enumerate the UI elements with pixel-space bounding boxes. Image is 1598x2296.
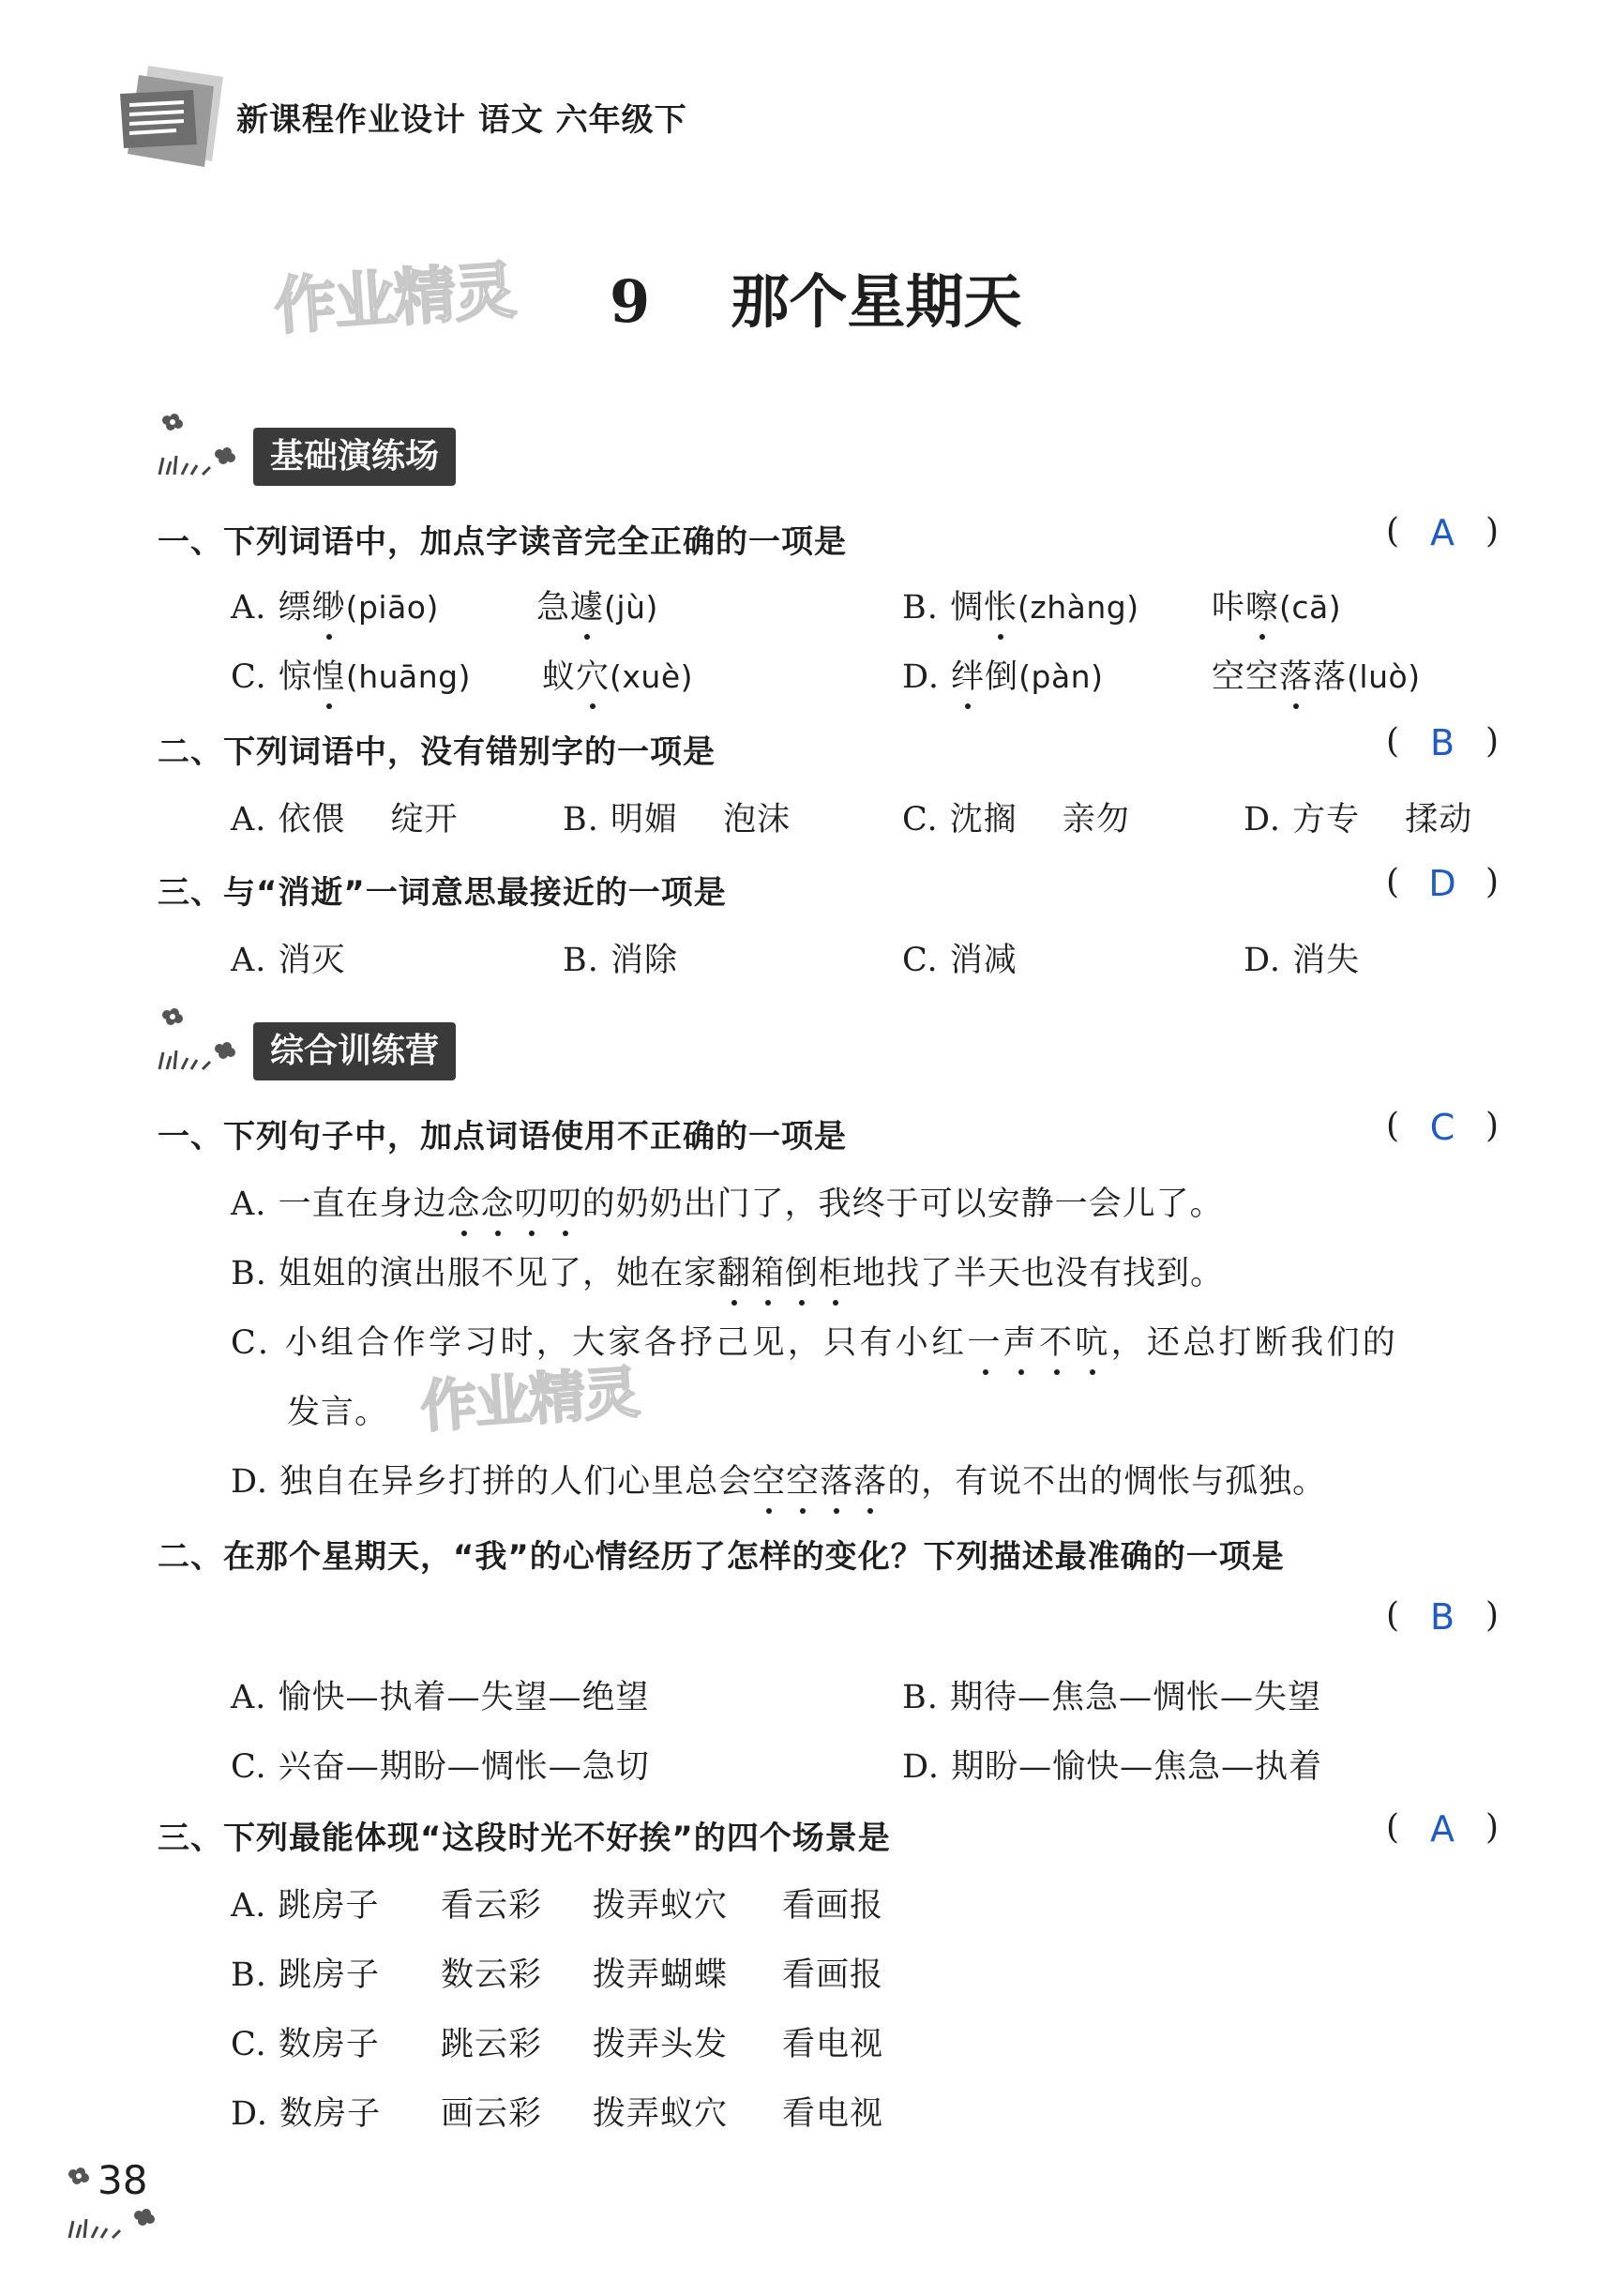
watermark: 作业精灵 [418, 1359, 641, 1441]
option: B. 跳房子 [231, 1956, 380, 1994]
option-sentence: A. 一直在身边念念叨叨的奶奶出门了，我终于可以安静一会儿了。 [231, 1178, 1224, 1225]
answer-letter: A [1430, 512, 1455, 553]
option-sentence: C. 小组合作学习时，大家各抒己见，只有小红一声不吭，还总打断我们的 [231, 1317, 1398, 1364]
question-text: 三、下列最能体现“这段时光不好挨”的四个场景是 [158, 1820, 891, 1857]
option: D. 期盼—愉快—焦急—执着 [902, 1748, 1323, 1786]
option: 空空落落(luò) [1212, 651, 1421, 698]
option-sentence: B. 姐姐的演出服不见了，她在家翻箱倒柜地找了半天也没有找到。 [231, 1247, 1224, 1294]
option: 拨弄蚁穴 [593, 1887, 729, 1925]
option: 拨弄蝴蝶 [593, 1956, 729, 1994]
option: 看云彩 [441, 1887, 543, 1925]
option: 拨弄头发 [593, 2026, 729, 2063]
answer-box: ( A ) [1386, 1808, 1499, 1850]
option: C. 消减 [902, 942, 1018, 979]
section-label-basic: 基础演练场 [253, 428, 456, 486]
page-number: 38 [98, 2157, 148, 2203]
option: A. 缥缈(piāo) [231, 582, 439, 628]
question-text: 一、下列词语中，加点字读音完全正确的一项是 [158, 523, 847, 561]
header-title: 新课程作业设计 语文 六年级下 [236, 101, 687, 139]
option: D. 消失 [1244, 942, 1361, 979]
option: 蚁穴(xuè) [542, 651, 693, 698]
lesson-title: 9 那个星期天 [610, 267, 1022, 336]
option: D. 数房子 [231, 2095, 382, 2133]
option: A. 愉快—执着—失望—绝望 [231, 1679, 650, 1716]
option: 跳云彩 [441, 2026, 543, 2063]
question-text: 二、下列词语中，没有错别字的一项是 [158, 733, 716, 771]
answer-box: ( B ) [1386, 1596, 1499, 1638]
answer-box: ( B ) [1386, 722, 1499, 763]
option: 看电视 [782, 2095, 884, 2133]
question-text: 二、在那个星期天，“我”的心情经历了怎样的变化？下列描述最准确的一项是 [158, 1538, 1285, 1576]
watermark: 作业精灵 [272, 254, 517, 343]
option: B. 期待—焦急—惆怅—失望 [902, 1679, 1321, 1716]
option: C. 惊惶(huāng) [231, 651, 471, 698]
answer-box: ( A ) [1386, 512, 1499, 553]
option: C. 沈搁 亲勿 [902, 801, 1130, 838]
option: 拨弄蚁穴 [593, 2095, 729, 2133]
header-book-icon [111, 56, 233, 178]
option: D. 方专 揉动 [1244, 801, 1473, 838]
dotted-phrase: 一声不吭 [967, 1324, 1110, 1362]
answer-letter: B [1429, 722, 1455, 763]
question-text: 三、与“消逝”一词意思最接近的一项是 [158, 874, 727, 912]
option: A. 消灭 [231, 942, 346, 979]
answer-letter: B [1429, 1596, 1455, 1638]
option: 看电视 [782, 2026, 884, 2063]
option: 数云彩 [441, 1956, 543, 1994]
option: 看画报 [782, 1887, 884, 1925]
dotted-phrase: 空空落落 [752, 1463, 887, 1501]
answer-box: ( D ) [1386, 863, 1499, 904]
option: 看画报 [782, 1956, 884, 1994]
section-label-comprehensive: 综合训练营 [253, 1022, 456, 1080]
option-sentence: D. 独自在异乡打拼的人们心里总会空空落落的，有说不出的惆怅与孤独。 [231, 1456, 1326, 1503]
dotted-phrase: 念念叨叨 [447, 1186, 582, 1223]
option: C. 数房子 [231, 2026, 380, 2063]
option: 咔嚓(cā) [1212, 582, 1341, 628]
dotted-phrase: 翻箱倒柜 [717, 1255, 852, 1292]
answer-letter: A [1430, 1808, 1455, 1850]
answer-letter: C [1429, 1107, 1455, 1148]
option: A. 依偎 绽开 [231, 801, 459, 838]
option: C. 兴奋—期盼—惆怅—急切 [231, 1748, 650, 1786]
option: B. 明媚 泡沫 [563, 801, 791, 838]
option-sentence-continued: 发言。 [287, 1394, 389, 1431]
option: B. 惆怅(zhàng) [902, 582, 1139, 628]
flower-grass-icon [150, 413, 244, 478]
option: D. 绊倒(pàn) [902, 651, 1103, 698]
question-text: 一、下列句子中，加点词语使用不正确的一项是 [158, 1118, 847, 1156]
option: 画云彩 [441, 2095, 543, 2133]
answer-letter: D [1428, 863, 1456, 904]
answer-box: ( C ) [1386, 1107, 1499, 1148]
option: A. 跳房子 [231, 1887, 380, 1925]
flower-grass-icon [150, 1007, 244, 1073]
option: 急遽(jù) [536, 582, 658, 628]
option: B. 消除 [563, 942, 678, 979]
